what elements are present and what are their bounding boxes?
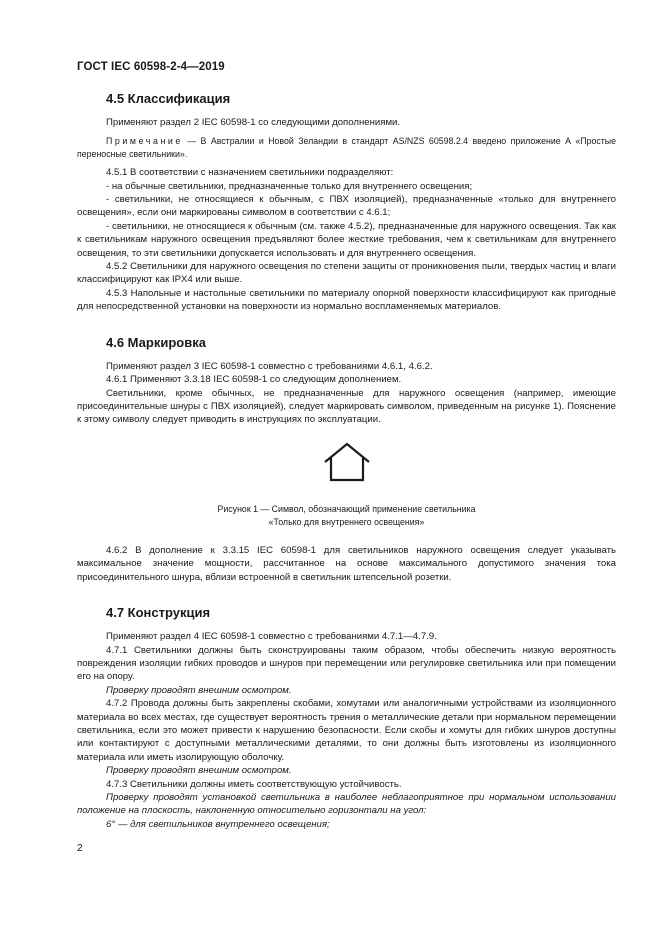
figure-caption-line: «Только для внутреннего освещения» [268, 516, 425, 527]
list-item: - светильники, не относящиеся к обычным, с ПВХ изоляцией), предназначенные «только для внутреннего освещения», если они маркированы символом в соответствии с 4.6.1; [77, 194, 616, 219]
paragraph: 4.6.2 В дополнение к 3.3.15 IEC 60598-1 для светильников наружного освещения следует указывать максимальное значение мощности, рассчитанное на основе максимального допустимого значения тока присоединительного шнура, вблизи встроенной в светильник штепсельной розетки. [77, 544, 616, 583]
list-item: - на обычные светильники, предназначенные только для внутреннего освещения; [106, 180, 473, 192]
angle-requirement: 6° — для светильников внутреннего освещения; [106, 818, 330, 830]
note [77, 135, 616, 160]
page-number: 2 [77, 843, 83, 854]
paragraph: 4.5.1 В соответствии с назначением светильники подразделяют: [106, 167, 394, 179]
document-header: ГОСТ IEC 60598-2-4—2019 [77, 61, 225, 73]
note-label: Примечание [106, 136, 183, 147]
paragraph: Применяют раздел 3 IEC 60598-1 совместно с требованиями 4.6.1, 4.6.2. [106, 360, 433, 372]
paragraph: 4.7.3 Светильники должны иметь соответствующую устойчивость. [106, 778, 402, 790]
check-statement: Проверку проводят внешним осмотром. [106, 765, 292, 777]
document-body [77, 90, 616, 831]
section-4-7 [77, 604, 616, 831]
section-title-construction: 4.7 Конструкция [106, 605, 211, 621]
list-item: - светильники, не относящиеся к обычным (см. также 4.5.2), предназначенные для наружного освещения. Так как к светильникам наружного освещения предъявляют более жесткие требования, чем к светильникам для внутреннего освещения, то эти светильники допускается использовать и для внутреннего освещения. [77, 220, 616, 259]
house-icon [321, 441, 373, 483]
paragraph: Применяют раздел 4 IEC 60598-1 совместно с требованиями 4.7.1—4.7.9. [106, 631, 437, 643]
paragraph: 4.7.1 Светильники должны быть сконструированы таким образом, чтобы обеспечить низкую вероятность повреждения изоляции гибких проводов и шнуров при перемещении или регулировке светильника или при помещении его на опору. [77, 644, 616, 683]
section-title-marking: 4.6 Маркировка [106, 334, 206, 350]
check-statement: Проверку проводят внешним осмотром. [106, 684, 292, 696]
figure-caption [77, 503, 616, 528]
paragraph: 4.5.2 Светильники для наружного освещения по степени защиты от проникновения пыли, твердых частиц и влаги классифицируют как IPX4 или выше. [77, 261, 616, 286]
figure-1 [77, 441, 616, 528]
paragraph: 4.7.2 Провода должны быть закреплены скобами, хомутами или аналогичными устройствами из изоляционного материала во всех местах, где существует вероятность трения о металлические детали при нормальном перемещении светильника, если это может привести к нарушению безопасности. Если скобы и хомуты для гибких шнуров доступны или контактируют с доступными металлическими деталями, то они должны быть изготовлены из изоляционного материала или иметь изолирующую оболочку. [77, 698, 616, 763]
section-4-5 [77, 90, 616, 314]
paragraph: Светильники, кроме обычных, не предназначенные для наружного освещения (например, имеющие присоединительные шнуры с ПВХ изоляцией), следует маркировать символом, приведенным на рисунке 1). Пояснение к этому символу следует приводить в инструкциях по эксплуатации. [77, 387, 616, 426]
check-statement: Проверку проводят установкой светильника в наиболее неблагоприятное при нормальном использовании положение на плоскость, наклоненную относительно горизонтали на угол: [77, 792, 616, 817]
figure-caption-line: Рисунок 1 — Символ, обозначающий применение светильника [217, 504, 476, 515]
paragraph: 4.6.1 Применяют 3.3.18 IEC 60598-1 со следующим дополнением. [106, 374, 402, 386]
note-text: — В Австралии и Новой Зеландии в стандарт AS/NZS 60598.2.4 введено приложение А «Простые переносные светильники». [77, 136, 616, 159]
paragraph: Применяют раздел 2 IEC 60598-1 со следующими дополнениями. [106, 117, 401, 128]
paragraph: 4.5.3 Напольные и настольные светильники по материалу опорной поверхности классифицируют как пригодные для непосредственной установки на поверхности из нормально воспламеняемых материалов. [77, 287, 616, 313]
section-title-classification: 4.5 Классификация [106, 91, 231, 106]
section-4-6 [77, 334, 616, 584]
